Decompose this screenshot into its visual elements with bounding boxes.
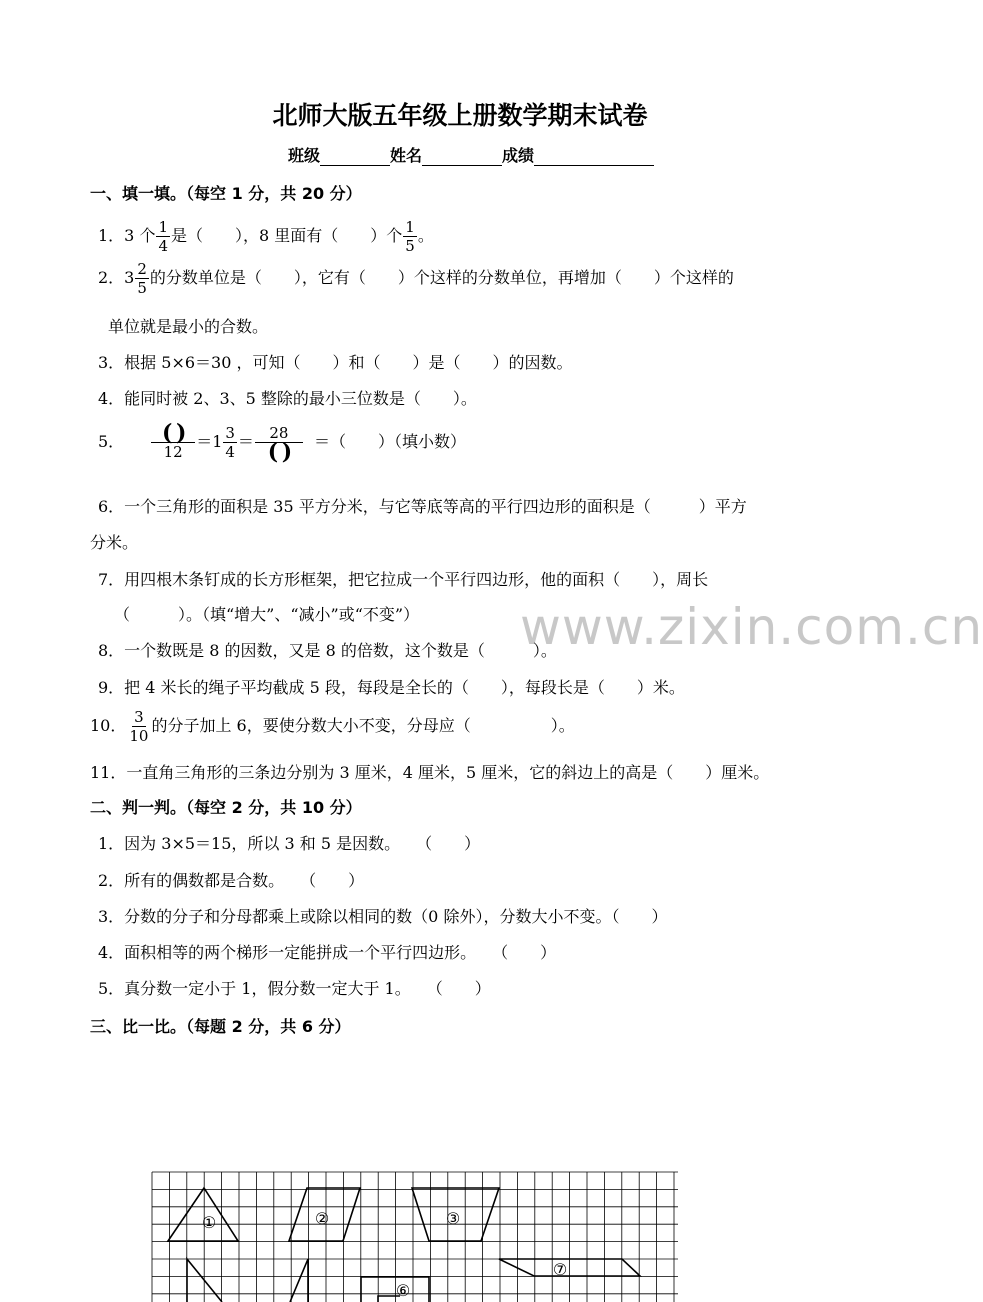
judge-item-3: 3．分数的分子和分母都乘上或除以相同的数（0 除外），分数大小不变。（ ） [98, 907, 668, 926]
question-10 [90, 708, 575, 745]
question-6: 6．一个三角形的面积是 35 平方分米，与它等底等高的平行四边形的面积是（ ）平方 [98, 497, 747, 516]
fraction-denominator: 5 [137, 279, 147, 297]
shape-label-2: ② [314, 1209, 330, 1228]
section1-heading: 一、填一填。（每空 1 分，共 20 分） [90, 184, 362, 203]
fraction-denominator: 5 [405, 237, 415, 255]
class-label: 班级 [288, 146, 321, 165]
name-label: 姓名 [390, 146, 423, 165]
shape-label-1: ① [201, 1213, 217, 1232]
judge-item-2: 2．所有的偶数都是合数。 （ ） [98, 871, 365, 890]
fraction-numerator: 1 [158, 218, 168, 236]
fraction-denominator: ( ) [267, 439, 291, 465]
shape-grid-figure [152, 1172, 680, 1302]
q10-text-a: 10． [90, 716, 127, 735]
fraction-1-4 [156, 218, 170, 255]
judge-item-5: 5．真分数一定小于 1，假分数一定大于 1。 （ ） [98, 979, 491, 998]
fraction-blank-12 [151, 420, 195, 461]
q1-text-c: 。 [417, 226, 434, 245]
question-8: 8．一个数既是 8 的因数，又是 8 的倍数，这个数是（ ）。 [98, 641, 557, 660]
question-2-continued: 单位就是最小的合数。 [108, 317, 269, 336]
fraction-numerator: 1 [405, 218, 415, 236]
fraction-numerator: 28 [255, 424, 303, 443]
fraction-numerator: 2 [137, 260, 147, 278]
fraction-numerator: 3 [225, 424, 235, 442]
fraction-denominator: 4 [225, 443, 235, 461]
shape-5-partial [290, 1259, 308, 1302]
watermark: www.zixin.com.cn [520, 598, 983, 656]
name-blank[interactable] [422, 149, 502, 166]
score-label: 成绩 [502, 146, 535, 165]
judge-item-1: 1．因为 3×5＝15，所以 3 和 5 是因数。 （ ） [98, 834, 481, 853]
question-7-continued: （ ）。（填“增大”、“减小”或“不变”） [114, 605, 420, 624]
fraction-denominator: 10 [129, 727, 149, 745]
question-7: 7．用四根木条钉成的长方形框架，把它拉成一个平行四边形，他的面积（ ），周长 [98, 570, 709, 589]
page-title: 北师大版五年级上册数学期末试卷 [272, 101, 648, 130]
shape-label-6: ⑥ [395, 1281, 411, 1300]
q5-text-c: ＝ [237, 432, 254, 451]
fraction-3-4 [223, 424, 237, 461]
fraction-3-10 [127, 708, 150, 745]
class-blank[interactable] [320, 149, 390, 166]
question-3: 3．根据 5×6＝30 ，可知（ ）和（ ）是（ ）的因数。 [98, 353, 573, 372]
q5-text-a: 5． [98, 432, 125, 451]
question-9: 9．把 4 米长的绳子平均截成 5 段，每段是全长的（ ），每段长是（ ）米。 [98, 678, 685, 697]
student-info-line [288, 143, 654, 166]
question-6-continued: 分米。 [90, 533, 139, 552]
shape-label-3: ③ [445, 1209, 461, 1228]
question-1 [98, 218, 434, 255]
q1-text-a: 1．3 个 [98, 226, 156, 245]
section2-heading: 二、判一判。（每空 2 分，共 10 分） [90, 798, 362, 817]
q5-text-d: ＝（ ）（填小数） [313, 432, 466, 451]
q1-text-b: 是（ ），8 里面有（ ）个 [171, 226, 403, 245]
q5-text-b: ＝1 [196, 432, 223, 451]
fraction-1-5 [403, 218, 417, 255]
shape-label-7: ⑦ [552, 1260, 568, 1279]
section3-heading: 三、比一比。（每题 2 分，共 6 分） [90, 1017, 351, 1036]
q10-text-b: 的分子加上 6，要使分数大小不变，分母应（ ）。 [151, 716, 575, 735]
q2-text-a: 2．3 [98, 268, 135, 287]
fraction-28-blank [255, 424, 303, 465]
question-4: 4．能同时被 2、3、5 整除的最小三位数是（ ）。 [98, 389, 477, 408]
fraction-denominator: 4 [158, 237, 168, 255]
fraction-denominator: 12 [163, 443, 183, 461]
grid-lines [152, 1172, 678, 1302]
score-blank[interactable] [534, 149, 654, 166]
question-2 [98, 260, 734, 297]
judge-item-4: 4．面积相等的两个梯形一定能拼成一个平行四边形。 （ ） [98, 943, 557, 962]
fraction-numerator: 3 [134, 708, 144, 726]
question-5 [98, 420, 466, 465]
fraction-numerator: ( ) [151, 424, 195, 443]
fraction-2-5 [135, 260, 149, 297]
question-11: 11．一直角三角形的三条边分别为 3 厘米，4 厘米，5 厘米，它的斜边上的高是（ ）厘米。 [90, 763, 770, 782]
q2-text-b: 的分数单位是（ ），它有（ ）个这样的分数单位，再增加（ ）个这样的 [149, 268, 734, 287]
